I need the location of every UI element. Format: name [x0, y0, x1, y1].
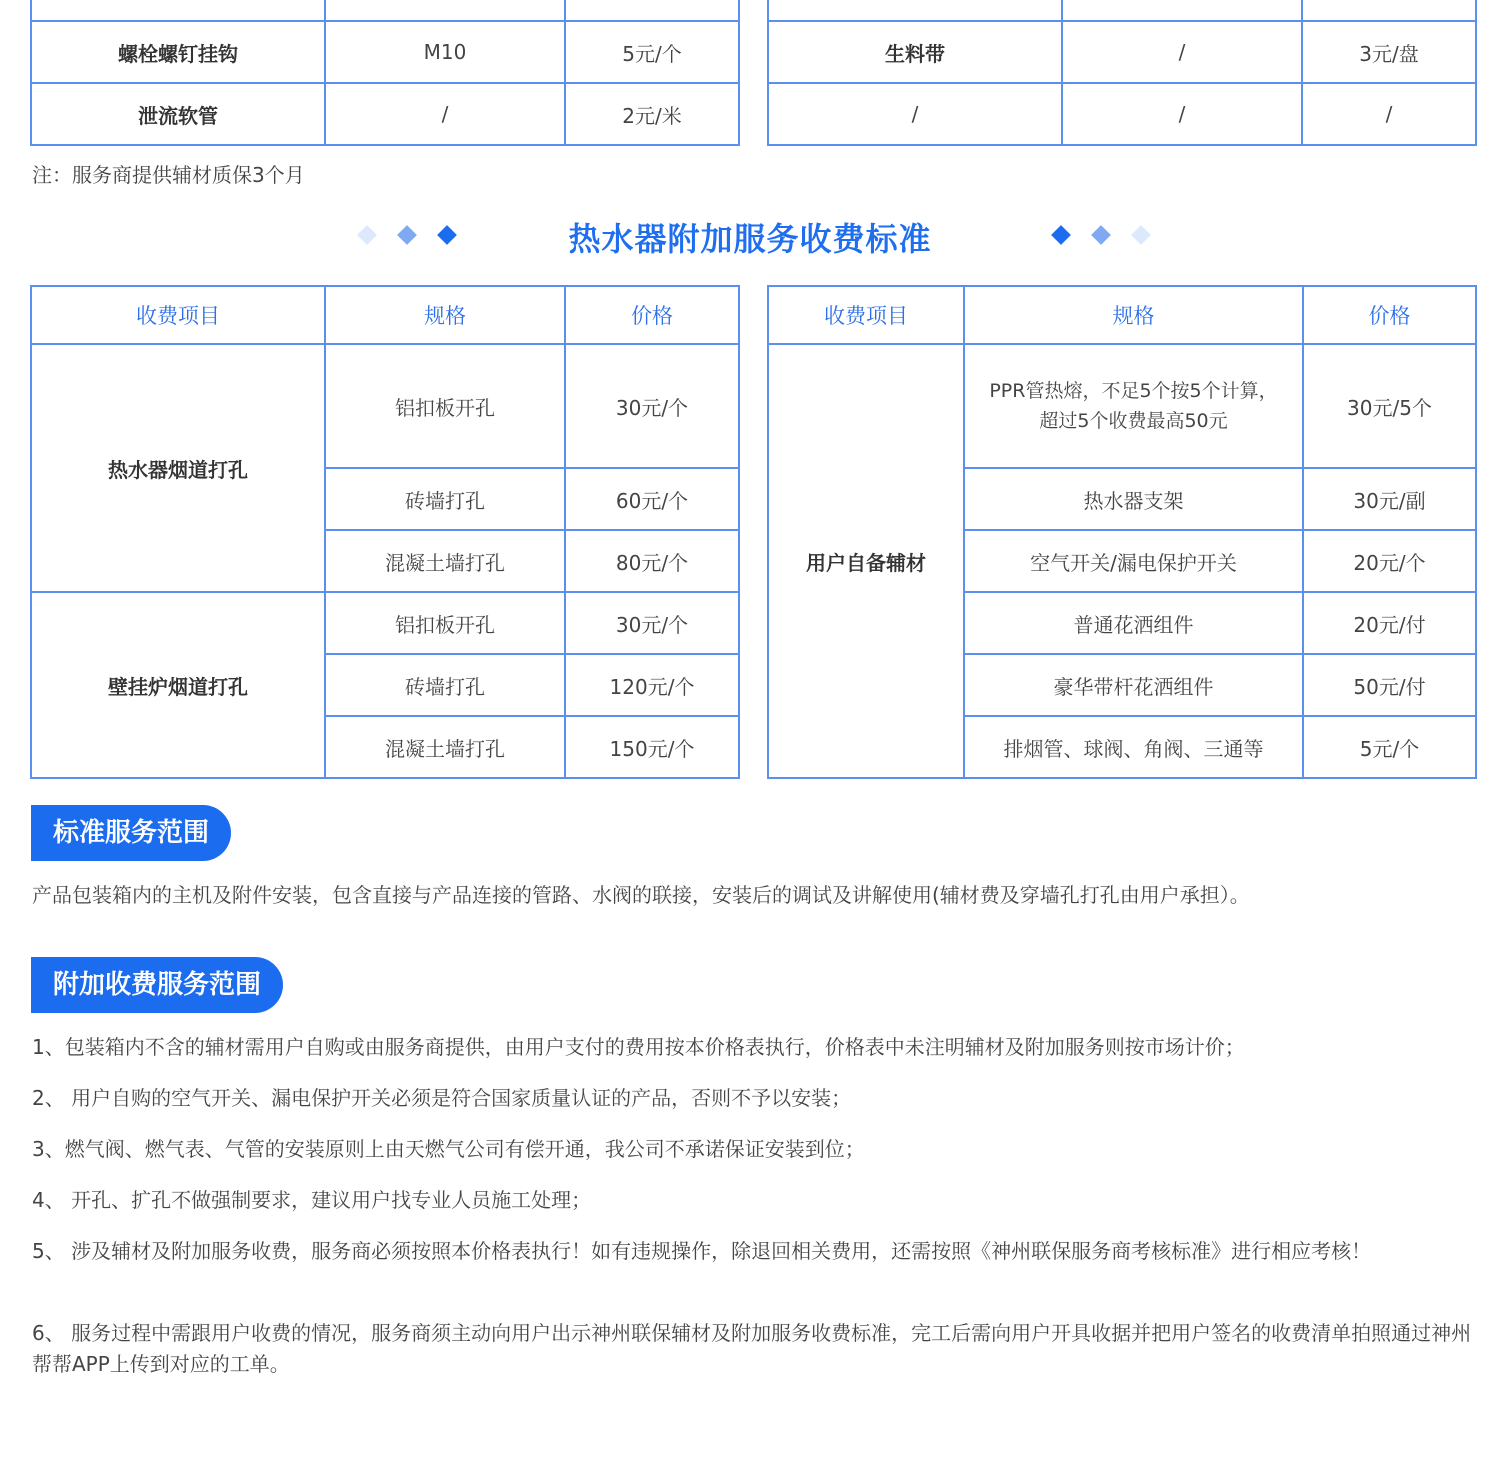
user-materials-table [767, 285, 1477, 779]
header-item: 收费项目 [768, 286, 964, 344]
header-item: 收费项目 [31, 286, 325, 344]
table-row [31, 0, 739, 21]
price-cell: 2元/米 [565, 83, 739, 145]
standard-scope-text: 产品包装箱内的主机及附件安装，包含直接与产品连接的管路、水阀的联接，安装后的调试及讲解使用(辅材费及穿墙孔打孔由用户承担）。 [32, 883, 1250, 907]
spec-cell: 铝扣板开孔 [325, 592, 565, 654]
group-item-cell: 用户自备辅材 [768, 344, 964, 778]
spec-cell: 空气开关/漏电保护开关 [964, 530, 1303, 592]
price-cell: 30元/个 [565, 344, 739, 468]
price-cell: 30元/个 [565, 592, 739, 654]
price-cell: 5元/个 [565, 21, 739, 83]
spec-cell: 热水器支架 [964, 468, 1303, 530]
list-item: 5、 涉及辅材及附加服务收费，服务商必须按照本价格表执行！如有违规操作，除退回相关费用，还需按照《神州联保服务商考核标准》进行相应考核！ [32, 1239, 1372, 1263]
spec-cell: 排烟管、球阀、角阀、三通等 [964, 716, 1303, 778]
top-left-table [30, 0, 740, 146]
list-item: 4、 开孔、扩孔不做强制要求，建议用户找专业人员施工处理； [32, 1188, 592, 1212]
price-cell: 20元/付 [1303, 592, 1476, 654]
price-cell: 150元/个 [565, 716, 739, 778]
header-price: 价格 [565, 286, 739, 344]
table-cell [325, 0, 565, 21]
price-cell: 50元/付 [1303, 654, 1476, 716]
price-cell: / [1302, 83, 1476, 145]
table-row [768, 0, 1476, 21]
table-cell [565, 0, 739, 21]
section-title: 热水器附加服务收费标准 [568, 220, 932, 258]
spec-cell: 混凝土墙打孔 [325, 716, 565, 778]
list-item: 2、 用户自购的空气开关、漏电保护开关必须是符合国家质量认证的产品，否则不予以安装； [32, 1086, 852, 1110]
table-row [768, 344, 1476, 468]
spec-cell: PPR管热熔，不足5个按5个计算，超过5个收费最高50元 [964, 344, 1303, 468]
spec-cell: 砖墙打孔 [325, 654, 565, 716]
header-spec: 规格 [325, 286, 565, 344]
spec-cell: 铝扣板开孔 [325, 344, 565, 468]
price-cell: 60元/个 [565, 468, 739, 530]
price-cell: 3元/盘 [1302, 21, 1476, 83]
list-item: 1、包装箱内不含的辅材需用户自购或由服务商提供，由用户支付的费用按本价格表执行，价格表中未注明辅材及附加服务则按市场计价； [32, 1035, 1245, 1059]
price-cell: 80元/个 [565, 530, 739, 592]
table-row [31, 592, 739, 654]
price-cell: 30元/副 [1303, 468, 1476, 530]
group-item-cell: 热水器烟道打孔 [31, 344, 325, 592]
price-cell: 5元/个 [1303, 716, 1476, 778]
table-row [31, 83, 739, 145]
list-item: 3、燃气阀、燃气表、气管的安装原则上由天燃气公司有偿开通，我公司不承诺保证安装到位； [32, 1137, 865, 1161]
table-row [768, 21, 1476, 83]
header-spec: 规格 [964, 286, 1303, 344]
table-header-row [768, 286, 1476, 344]
table-row [31, 21, 739, 83]
header-price: 价格 [1303, 286, 1476, 344]
item-cell: 生料带 [768, 21, 1062, 83]
group-item-cell: 壁挂炉烟道打孔 [31, 592, 325, 778]
price-cell: 120元/个 [565, 654, 739, 716]
top-right-table [767, 0, 1477, 146]
price-cell: 30元/5个 [1303, 344, 1476, 468]
flue-drilling-table [30, 285, 740, 779]
table-header-row [31, 286, 739, 344]
item-cell: 泄流软管 [31, 83, 325, 145]
spec-cell: / [325, 83, 565, 145]
warranty-note: 注：服务商提供辅材质保3个月 [32, 163, 305, 187]
table-cell [768, 0, 1062, 21]
spec-cell: M10 [325, 21, 565, 83]
price-cell: 20元/个 [1303, 530, 1476, 592]
spec-cell: 砖墙打孔 [325, 468, 565, 530]
table-row [768, 83, 1476, 145]
spec-cell: 豪华带杆花洒组件 [964, 654, 1303, 716]
item-cell: / [768, 83, 1062, 145]
spec-cell: / [1062, 83, 1302, 145]
table-row [31, 344, 739, 468]
table-cell [1302, 0, 1476, 21]
extra-scope-label: 附加收费服务范围 [31, 957, 283, 1013]
table-cell [1062, 0, 1302, 21]
standard-scope-label: 标准服务范围 [31, 805, 231, 861]
spec-cell: / [1062, 21, 1302, 83]
table-cell [31, 0, 325, 21]
list-item: 6、 服务过程中需跟用户收费的情况，服务商须主动向用户出示神州联保辅材及附加服务收费标准，完工后需向用户开具收据并把用户签名的收费清单拍照通过神州帮帮APP上传到对应的工单。 [32, 1321, 1472, 1376]
spec-cell: 普通花洒组件 [964, 592, 1303, 654]
spec-cell: 混凝土墙打孔 [325, 530, 565, 592]
item-cell: 螺栓螺钉挂钩 [31, 21, 325, 83]
